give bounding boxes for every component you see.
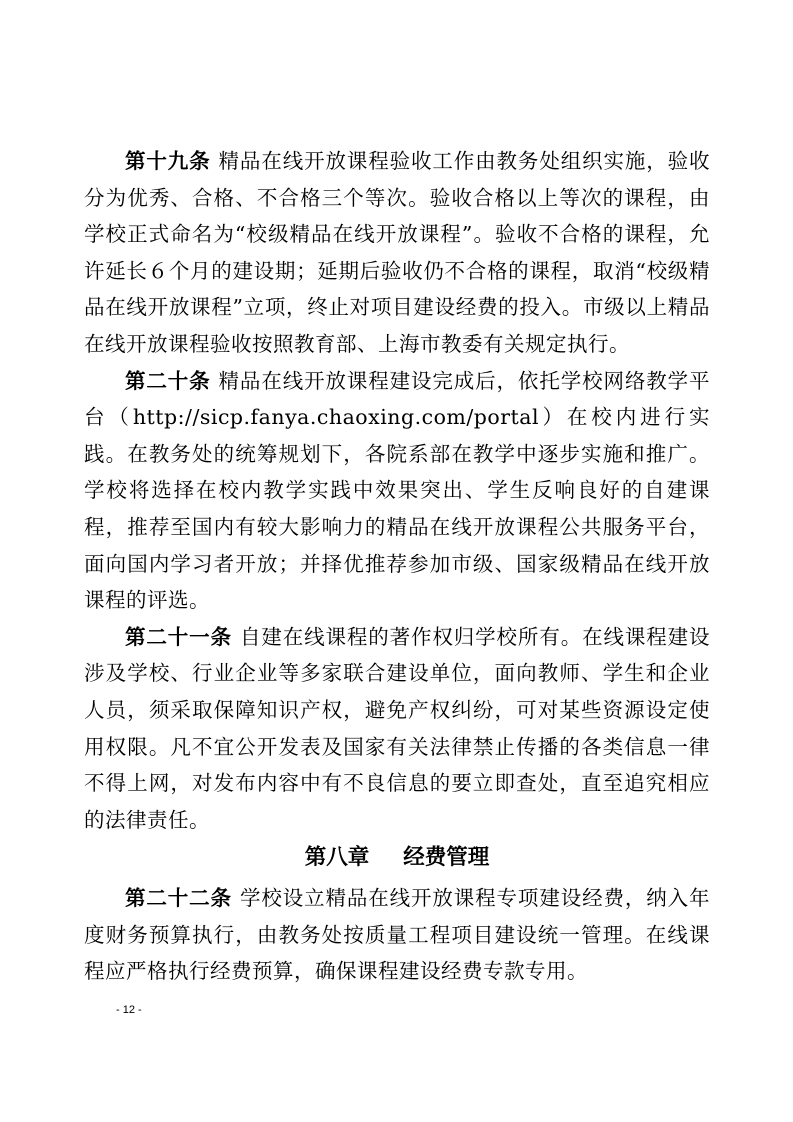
article-number: 第二十二条 [125,886,232,911]
article-22 [84,880,710,990]
chapter-title: 经费管理 [403,845,490,871]
article-text: 自建在线课程的著作权归学校所有。在线课程建设涉及学校、行业企业等多家联合建设单位，面向教师、学生和企业人员，须采取保障知识产权，避免产权纠纷，可对某些资源设定使用权限。凡不宜公开发表及国家有关法律禁止传播的各类信息一律不得上网，对发布内容中有不良信息的要立即查处，直至追究相应的法律责任。 [84,624,711,832]
article-text: 精品在线开放课程建设完成后，依托学校网络教学平台（http://sicp.fanya.chaoxing.com/portal）在校内进行实践。在教务处的统筹规划下，各院系部在教学中逐步实施和推广。学校将选择在校内教学实践中效果突出、学生反响良好的自建课程，推荐至国内有较大影响力的精品在线开放课程公共服务平台，面向国内学习者开放；并择优推荐参加市级、国家级精品在线开放课程的评选。 [84,368,711,613]
article-21 [84,619,710,839]
article-number: 第十九条 [125,149,211,173]
article-text: 精品在线开放课程验收工作由教务处组织实施，验收分为优秀、合格、不合格三个等次。验收合格以上等次的课程，由学校正式命名为“校级精品在线开放课程”。验收不合格的课程，允许延长６个月的建设期；延期后验收仍不合格的课程，取消“校级精品在线开放课程”立项，终止对项目建设经费的投入。市级以上精品在线开放课程验收按照教育部、上海市教委有关规定执行。 [84,149,711,356]
document-body [84,143,710,990]
article-number: 第二十一条 [125,624,232,649]
chapter-number: 第八章 [304,845,370,871]
article-20 [84,363,710,619]
article-number: 第二十条 [125,368,211,393]
article-text: 学校设立精品在线开放课程专项建设经费，纳入年度财务预算执行，由教务处按质量工程项目建设统一管理。在线课程应严格执行经费预算，确保课程建设经费专款专用。 [84,886,711,984]
chapter-heading [84,840,710,876]
article-19 [84,143,710,363]
page-number: - 12 - [116,1004,142,1016]
